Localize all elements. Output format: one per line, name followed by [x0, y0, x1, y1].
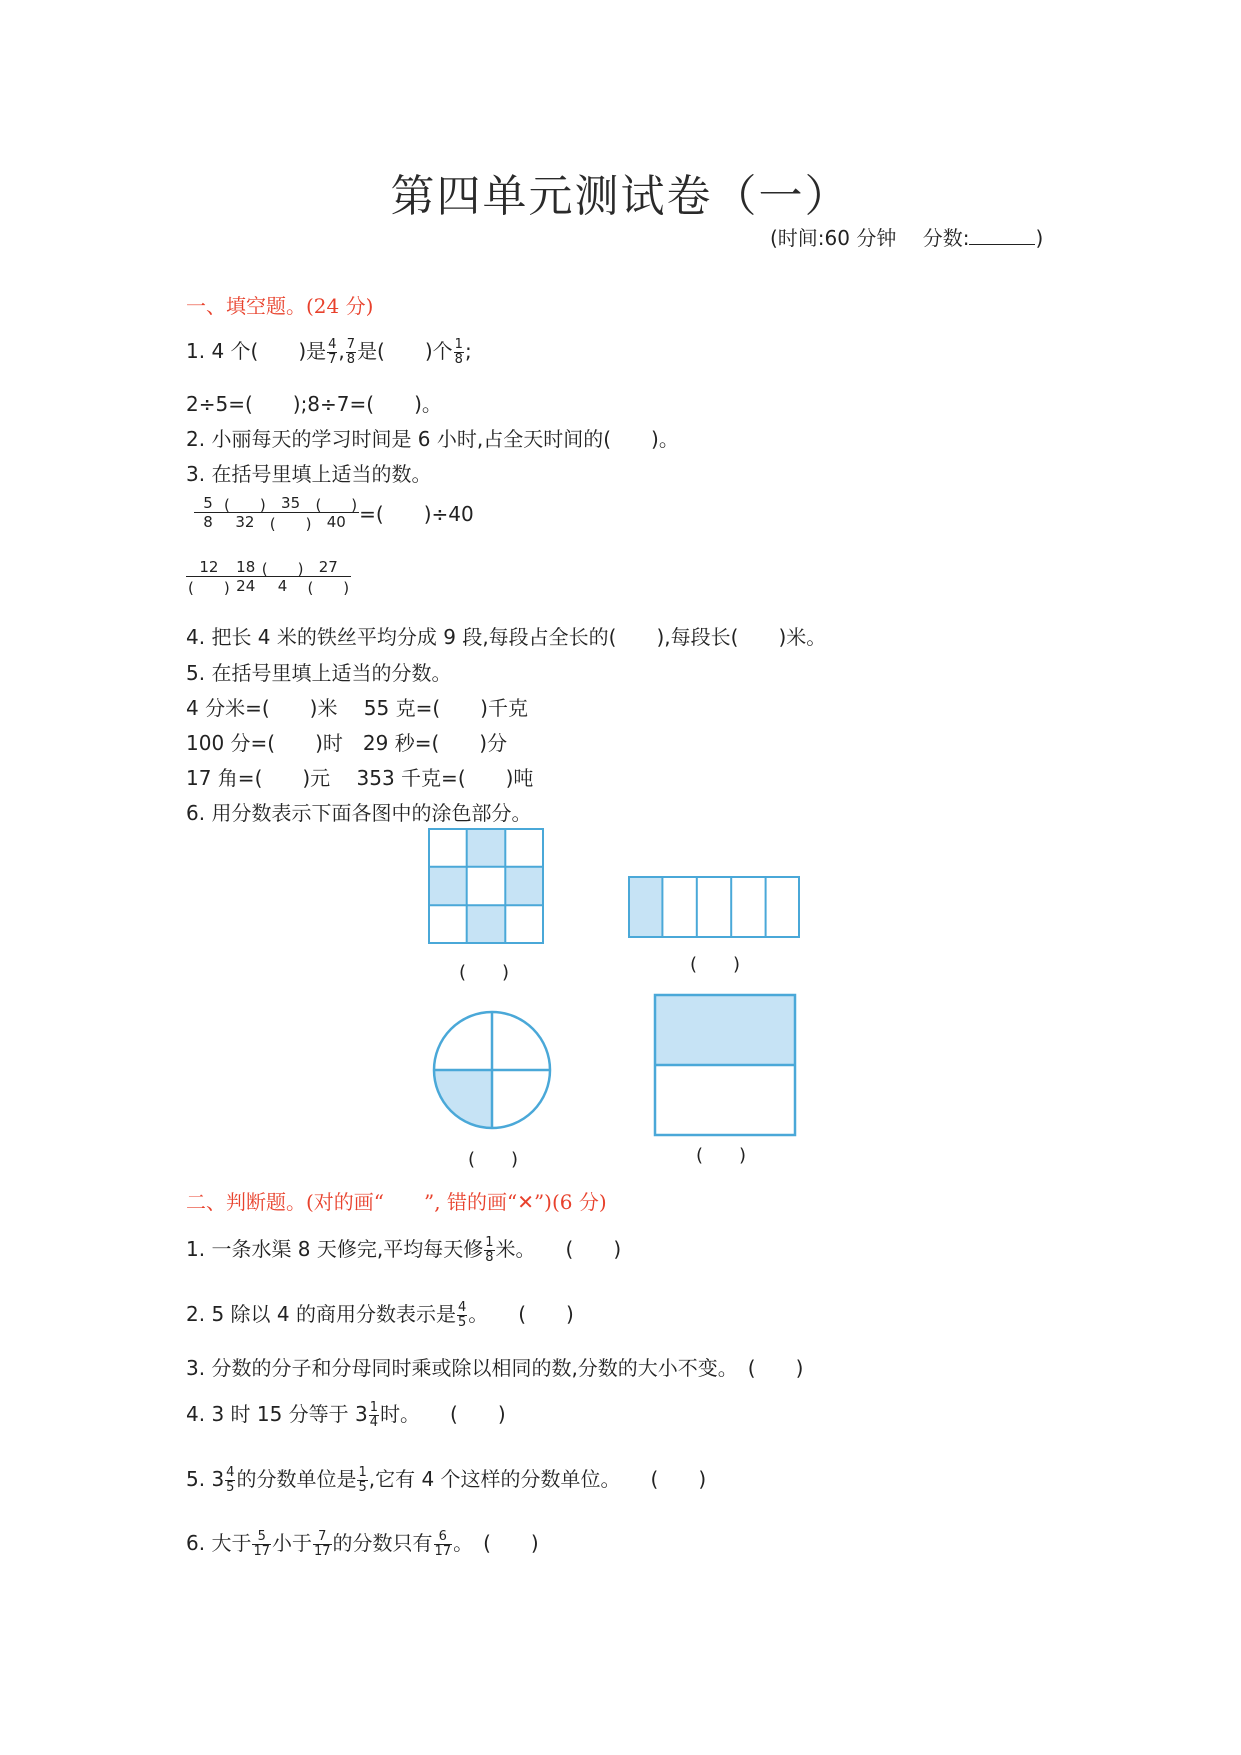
eq-fraction: $\frac{18}{24}$	[232, 558, 260, 595]
shaded-cell	[467, 905, 506, 944]
question-4: 4. 把长 4 米的铁丝平均分成 9 段,每段占全长的( ),每段长( )米。	[186, 625, 827, 649]
question-1-line-2: 2÷5=( );8÷7=( )。	[186, 392, 442, 416]
eq-fraction: ( ) 32	[224, 496, 266, 531]
eq-tail: =( )÷40	[359, 502, 474, 526]
fraction: $\frac{4}{5}$	[226, 1465, 235, 1495]
grid-figure	[428, 828, 544, 944]
eq-fraction: ( ) 40	[315, 496, 358, 531]
q5-row: 17 角=( )元 353 千克=( )吨	[186, 766, 534, 790]
time-score-end: )	[1035, 226, 1044, 250]
judgement-item-5: 5. 3 $\frac{4}{5}$ 的分数单位是 $\frac{1}{5}$ ,它有 4 个这样的分数单位。 ( )	[186, 1465, 707, 1495]
question-2: 2. 小丽每天的学习时间是 6 小时,占全天时间的( )。	[186, 427, 679, 451]
rectangle-figure	[654, 994, 796, 1136]
q5-row: 100 分=( )时 29 秒=( )分	[186, 731, 508, 755]
fraction: $\frac{4}{5}$	[457, 1300, 467, 1330]
judgement-item-2: 2. 5 除以 4 的商用分数表示是 $\frac{4}{5}$ 。 ( )	[186, 1300, 574, 1330]
figure-answer-blank[interactable]: ( )	[696, 1145, 747, 1166]
question-1	[186, 335, 472, 367]
fraction: $\frac{7}{8}$	[346, 337, 356, 367]
shaded-cell	[628, 876, 662, 938]
shaded-cell	[505, 867, 544, 906]
q3-equation-1	[194, 494, 474, 531]
fraction: $\frac{4}{7}$	[328, 337, 337, 367]
judgement-item-6: 6. 大于 $\frac{5}{17}$ 小于 $\frac{7}{17}$ 的分数只有 $\frac{6}{17}$ 。 ( )	[186, 1529, 539, 1559]
fraction: $\frac{5}{17}$	[253, 1529, 270, 1559]
eq-fraction: $\frac{5}{8}$	[194, 494, 222, 531]
fraction: $\frac{1}{8}$	[454, 337, 463, 367]
question-3: 3. 在括号里填上适当的数。	[186, 462, 432, 486]
fraction: $\frac{6}{17}$	[434, 1529, 452, 1559]
q1-semicolon: ;	[464, 339, 472, 363]
q3-equation-2	[186, 558, 351, 595]
strip-figure	[628, 876, 800, 938]
eq-fraction: 35 ( )	[269, 494, 312, 533]
q1-comma: ,	[338, 339, 345, 363]
figure-answer-blank[interactable]: ( )	[459, 962, 510, 983]
judgement-item-3: 3. 分数的分子和分母同时乘或除以相同的数,分数的大小不变。 ( )	[186, 1356, 804, 1380]
question-6: 6. 用分数表示下面各图中的涂色部分。	[186, 801, 532, 825]
shaded-cell	[428, 867, 467, 906]
time-score-line	[770, 222, 1043, 251]
q5-row: 4 分米=( )米 55 克=( )千克	[186, 696, 528, 720]
figure-answer-blank[interactable]: ( )	[468, 1149, 519, 1170]
q1-text-a: 1. 4 个( )是	[186, 339, 327, 363]
page-title: 第四单元测试卷（一）	[390, 171, 851, 222]
shaded-cell	[467, 828, 506, 867]
question-5: 5. 在括号里填上适当的分数。	[186, 661, 452, 685]
fraction: $\frac{7}{17}$	[314, 1529, 331, 1559]
fraction: $\frac{1}{4}$	[369, 1400, 379, 1430]
score-blank[interactable]	[969, 226, 1035, 245]
fraction: $\frac{1}{5}$	[358, 1465, 367, 1495]
circle-figure	[432, 1010, 552, 1130]
shaded-cells	[428, 828, 544, 944]
shaded-half	[654, 994, 796, 1065]
figure-answer-blank[interactable]: ( )	[690, 954, 741, 975]
section-1-heading: 一、填空题。(24 分)	[186, 294, 374, 318]
time-score-text: (时间:60 分钟 分数:	[770, 226, 970, 250]
fraction: $\frac{1}{8}$	[485, 1235, 494, 1265]
section-2-heading: 二、判断题。(对的画“ ”, 错的画“✕”)(6 分)	[186, 1190, 607, 1214]
eq-fraction: 27 ( )	[307, 558, 350, 597]
eq-fraction: ( ) 4	[261, 560, 304, 595]
judgement-item-1: 1. 一条水渠 8 天修完,平均每天修 $\frac{1}{8}$ 米。 ( )	[186, 1235, 622, 1265]
q1-text-b: 是( )个	[357, 339, 453, 363]
judgement-item-4: 4. 3 时 15 分等于 3 $\frac{1}{4}$ 时。 ( )	[186, 1400, 506, 1430]
eq-fraction: 12 ( )	[188, 558, 230, 597]
